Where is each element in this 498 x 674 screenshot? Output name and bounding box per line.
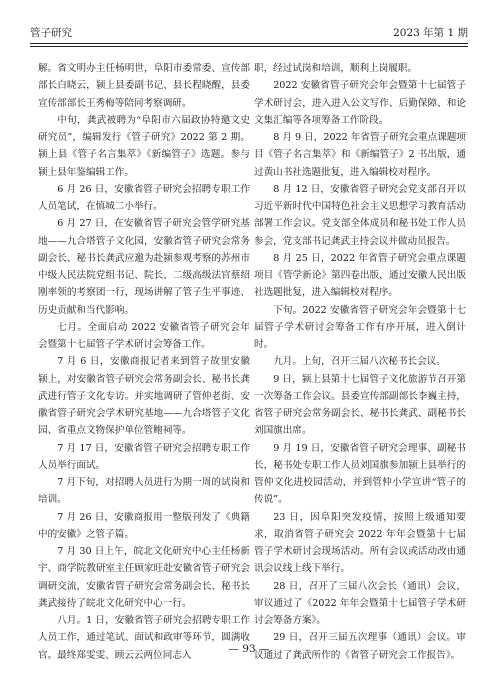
paragraph: 28 日，召开了三届八次会长（通讯）会议，审议通过了《2022 年年会暨第十七届管子学术研讨会筹备方案》。 bbox=[254, 580, 466, 626]
paragraph: 9 月 19 日，安徽省管子研究会理事、副秘书长，秘书处专职工作人员刘国旗参加颍上县举行的管仲文化进校园活动，并到管仲小学宣讲“管子的传说”。 bbox=[254, 442, 466, 506]
paragraph: 7 月 6 日，安徽商报记者来到管子故里安徽颍上，对安徽省管子研究会常务副会长、秘书长龚武进行管子文化专访。并实地调研了管仲老街、安徽省管子研究会学术研究基地——九合塔管子文化园、省重点文物保护单位管鲍祠等。 bbox=[38, 356, 250, 437]
running-header bbox=[30, 22, 468, 40]
paragraph: 8 月 12 日，安徽省管子研究会党支部召开以习近平新时代中国特色社会主义思想学习教育活动部署工作会议。党支部全体成员和秘书处工作人员参会，党支部书记龚武主持会议并做动员报告。 bbox=[254, 183, 466, 247]
right-column bbox=[254, 60, 466, 664]
paragraph: 6 月 27 日，在安徽省管子研究会管学研究基地——九合塔管子文化园，安徽省管子研究会常务副会长、秘书长龚武应邀为赴颍参观考察的苏州市中级人民法院党组书记、院长、二级高级法官蔡绍刚率领的考察团一行，现场讲解了管子生平事迹、历史贡献和当代影响。 bbox=[38, 218, 250, 316]
paragraph: 七月。全面启动 2022 安徽省管子研究会年会暨第十七届管子学术研讨会筹备工作。 bbox=[38, 321, 250, 350]
paragraph: 九月。上旬，召开三届八次秘书长会议。 bbox=[273, 356, 446, 368]
paragraph: 2022 安徽省管子研究会年会暨第十七届管子学术研讨会，进入进入公文写作、后勤保障、和论文集汇编等各项筹备工作阶段。 bbox=[254, 80, 466, 126]
paragraph: 7 月 26 日，安徽商报用一整版刊发了《典籍中的安徽》之管子篇。 bbox=[38, 511, 250, 540]
issue-label: 2023 年第 1 期 bbox=[393, 27, 468, 39]
header-rule-thin bbox=[30, 46, 468, 47]
paragraph: 8 月 25 日，2022 年省管子研究会重点课题项目《管学新论》第四卷出版，通过安徽人民出版社选题批复，进入编辑校对程序。 bbox=[254, 252, 466, 299]
header-rule-thick bbox=[30, 43, 468, 44]
paragraph: 6 月 26 日，安徽省管子研究会招聘专职工作人员笔试，在慎城二小举行。 bbox=[38, 183, 250, 212]
paragraph: 7 月 17 日，安徽省管子研究会招聘专职工作人员举行面试。 bbox=[38, 442, 250, 471]
left-column bbox=[38, 60, 250, 664]
page-number: — 93 — bbox=[228, 643, 270, 655]
paragraph: 解。省文明办主任杨明世，阜阳市委常委、宣传部部长白晓云，颍上县委副书记、县长程晓醒，县委宣传部部长王秀梅等陪同考察调研。 bbox=[38, 63, 250, 109]
journal-title: 管子研究 bbox=[30, 27, 72, 39]
paragraph-continued: 职，经过试岗和培训，顺利上岗履职。 bbox=[254, 63, 418, 74]
paragraph: 23 日，因阜阳突发疫情，按照上级通知要求，取消省管子研究会 2022 年年会暨第十七届管子学术研讨会现场活动。所有会议或活动改由通讯会议线上线下举行。 bbox=[254, 511, 466, 575]
paragraph: 八月。1 日，安徽省管子研究会招聘专职工作人员工作，通过笔试、面试和政审等环节，圆满收官。最终郑雯雯、顾云云两位同志入 bbox=[38, 615, 250, 661]
paragraph: 8 月 9 日，2022 年省管子研究会重点课题项目《管子名言集萃》和《新编管子》2 书出版，通过黄山书社选题批复，进入编辑校对程序。 bbox=[254, 132, 466, 178]
paragraph: 7 月下旬，对招聘人员进行为期一周的试岗和培训。 bbox=[38, 477, 250, 506]
paragraph: 7 月 30 日上午，皖北文化研究中心主任杨新宇、商学院教研室主任顾家旺赴安徽省管子研究会调研交流，安徽省管子研究会常务副会长、秘书长龚武接待了皖北文化研究中心一行。 bbox=[38, 546, 250, 609]
paragraph: 中旬，龚武被聘为“阜阳市六届政协特邀文史研究员”，编辑发行《管子研究》2022 第 2 期。颍上县《管子名言集萃》《新编管子》选题。参与颍上县年鉴编辑工作。 bbox=[38, 114, 250, 178]
paragraph: 下旬。2022 安徽省管子研究会年会暨第十七届管子学术研讨会筹备工作有序开展，进入倒计时。 bbox=[254, 304, 466, 350]
paragraph: 9 日，颍上县第十七届管子文化旅游节召开第一次筹备工作会议。县委宣传部副部长李巍主持，省管子研究会常务副会长、秘书长龚武、副秘书长刘国旗出席。 bbox=[254, 373, 466, 437]
paragraph: 29 日，召开三届五次理事（通讯）会议。审议通过了龚武所作的《省管子研究会工作报告》。 bbox=[254, 632, 466, 661]
